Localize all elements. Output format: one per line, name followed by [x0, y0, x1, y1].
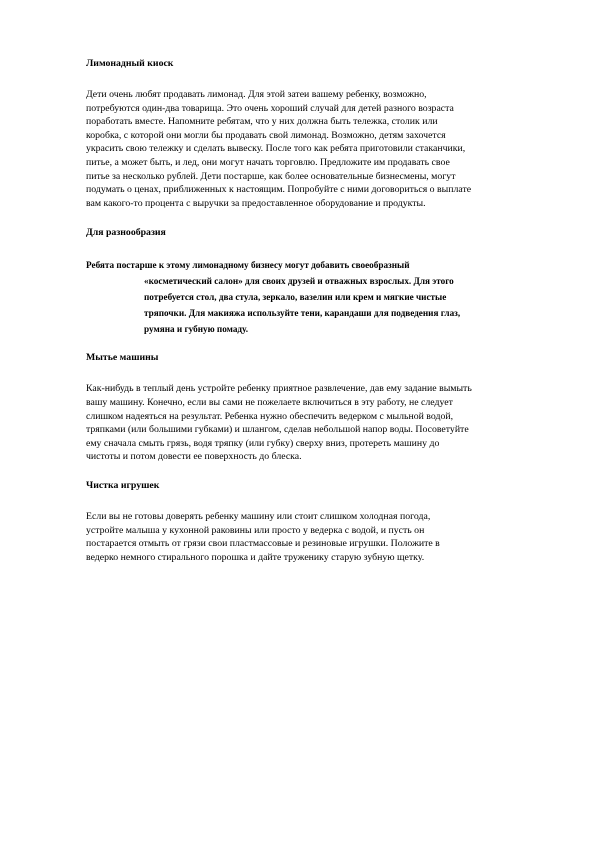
- text-line: потребуется стол, два стула, зеркало, вазелин или крем и мягкие чистые: [144, 292, 447, 303]
- paragraph-car-wash: [86, 382, 525, 464]
- text-line: вам какого-то процента с выручки за предоставленное оборудование и продукты.: [86, 197, 426, 209]
- text-line: Если вы не готовы доверять ребенку машину или стоит слишком холодная погода,: [86, 510, 431, 522]
- text-line: постарается отмыть от грязи свои пластмассовые и резиновые игрушки. Положите в: [86, 538, 440, 550]
- section-heading-variety: Для разнообразия: [86, 227, 166, 239]
- section-heading-car-wash: Мытье машины: [86, 352, 159, 364]
- text-line: тряпками (или большими губками) и шлангом, сделав небольшой напор воды. Посоветуйте: [86, 424, 469, 436]
- text-line: ведерко немного стирального порошка и дайте труженику старую зубную щетку.: [86, 551, 425, 563]
- text-line: ему сначала смыть грязь, водя тряпку (или губку) сверху вниз, протереть машину до: [86, 437, 440, 449]
- text-line: устройте малыша у кухонной раковины или просто у ведерка с водой, и пусть он: [86, 524, 425, 536]
- text-line: коробка, с которой они могли бы продавать свой лимонад. Возможно, детям захочется: [86, 129, 446, 141]
- text-line: поработать вместе. Напомните ребятам, что у них должна быть тележка, столик или: [86, 116, 438, 128]
- text-line: вашу машину. Конечно, если вы сами не пожелаете включиться в эту работу, не следует: [86, 396, 453, 408]
- text-line: питье за несколько рублей. Дети постарше, как более основательные бизнесмены, могут: [86, 170, 456, 182]
- text-line: питье, а может быть, и лед, они могут начать торговлю. Предложите им продавать свое: [86, 156, 450, 168]
- text-line: румяна и губную помаду.: [144, 324, 249, 335]
- text-line: чистоты и потом довести ее поверхность до блеска.: [86, 451, 302, 463]
- section-heading-lemonade-stand: Лимонадный киоск: [86, 58, 174, 69]
- section-heading-toy-cleaning: Чистка игрушек: [86, 479, 160, 491]
- paragraph-toy-cleaning: [86, 510, 525, 564]
- text-line: украсить свою тележку и сделать вывеску. После того как ребята приготовили стаканчики,: [86, 143, 466, 155]
- paragraph-variety: [86, 257, 525, 337]
- text-line: подумать о ценах, приближенных к настоящим. Попробуйте с ними договориться о выплате: [86, 184, 472, 196]
- paragraph-lemonade-stand: [86, 88, 525, 210]
- text-line: тряпочки. Для макияжа используйте тени, карандаши для подведения глаз,: [144, 308, 461, 319]
- text-line: «косметический салон» для своих друзей и отважных взрослых. Для этого: [144, 276, 454, 287]
- text-line: Как-нибудь в теплый день устройте ребенку приятное развлечение, дав ему задание вымыть: [86, 383, 472, 395]
- text-line: потребуются один-два товарища. Это очень хороший случай для детей разного возраста: [86, 102, 454, 114]
- text-line: слишком надеяться на результат. Ребенка нужно обеспечить ведерком с мыльной водой,: [86, 410, 454, 422]
- text-line: Дети очень любят продавать лимонад. Для этой затеи вашему ребенку, возможно,: [86, 89, 427, 100]
- text-line: Ребята постарше к этому лимонадному бизнесу могут добавить своеобразный: [86, 260, 410, 271]
